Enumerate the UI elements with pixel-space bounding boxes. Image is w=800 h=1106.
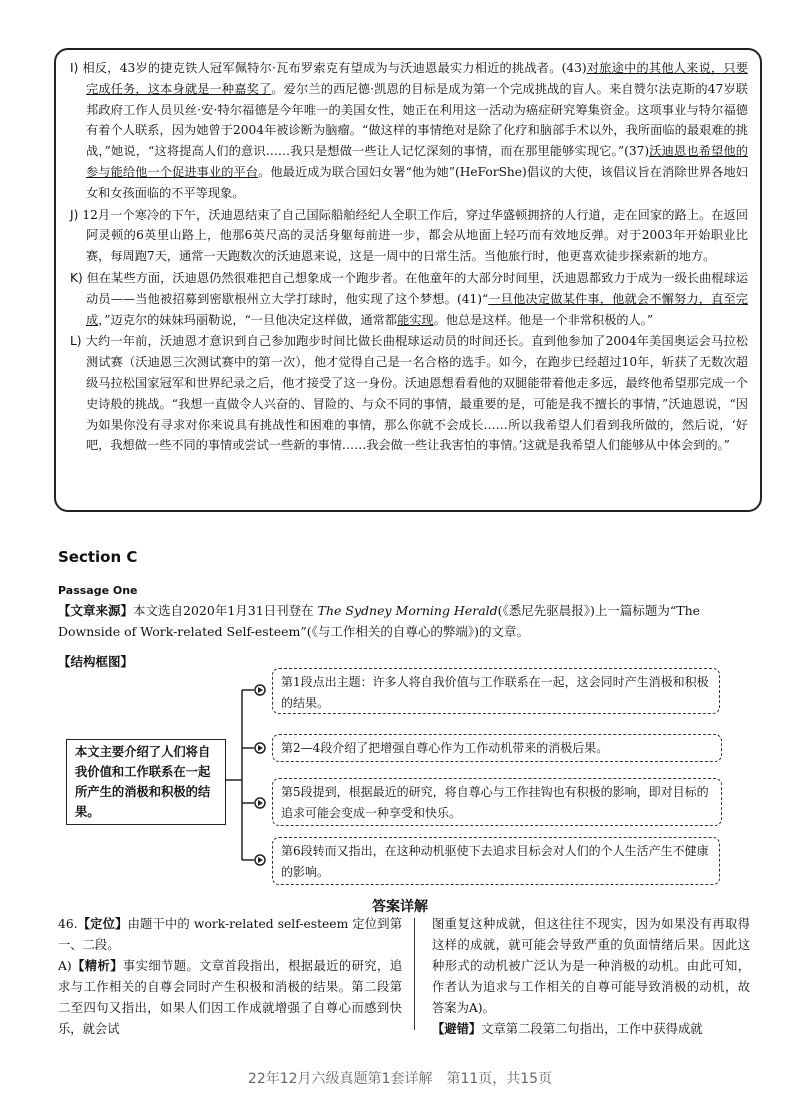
answer-block — [432, 1019, 750, 1040]
column-divider — [414, 918, 415, 1030]
structure-item: 第6段转而又指出，在这种动机驱使下去追求目标会对人们的个人生活产生不健康的影响。 — [272, 837, 720, 885]
answers-left-column — [58, 914, 402, 1040]
source-publication: The Sydney Morning Herald — [317, 603, 498, 618]
answer-text: 事实细节题。文章首段指出，根据最近的研究，追求与工作相关的自尊会同时产生积极和消极的结果。第二段第二至四句又指出，如果人们因工作成就增强了自尊心而感到快乐，就会试 — [58, 959, 402, 1036]
answer-block — [58, 956, 402, 1040]
answer-tag: 【精析】 — [71, 959, 123, 973]
option-label: I) — [70, 61, 79, 75]
text-run: 12月一个寒冷的下午，沃迪恩结束了自己国际船舶经纪人全职工作后，穿过华盛顿拥挤的人行道，走在回家的路上。在返回阿灵顿的6英里山路上，他那6英尺高的灵活身躯每前进一步，都会从地面上轻巧而有效地反弹。对于2003年开始职业比赛，每周跑7天，通常一天跑数次的沃迪恩来说，这是一周中的日常生活。当他旅行时，他更喜欢徒步探索新的地方。 — [82, 207, 749, 264]
answer-text: 由题干中的 work-related self-esteem 定位到第一、二段。 — [58, 917, 402, 952]
structure-item: 第5段提到，根据最近的研究，将自尊心与工作挂钩也有积极的影响，即对目标的追求可能会变成一种享受和快乐。 — [272, 778, 722, 826]
text-run: ，”迈克尔的妹妹玛丽勒说，“一旦他决定这样做，通常都 — [98, 312, 398, 327]
section-title: Section C — [58, 548, 138, 566]
text-run: 。他总是这样。他是一个非常积极的人。” — [433, 312, 654, 327]
structure-item: 第1段点出主题：许多人将自我价值与工作联系在一起，这会同时产生消极和积极的结果。 — [272, 668, 720, 714]
text-run: 。爱尔兰的西尼德·凯恩的目标是成为第一个完成挑战的盲人。来自赞尔法克斯的47岁联邦政府工作人员贝丝·安·特尔福德是今年唯一的美国女性，她正在利用这一活动为癌症研究筹集资金。这项事业与特尔福德有着个人联系，因为她曾于2004年被诊断为脑瘤。“做这样的事情绝对是除了化疗和脑部手术以外，我所面临的最艰难的挑战，”她说，“这将提高人们的意识……我只是想做一些让人记忆深刻的事情，而在那里能够实现它。”(37) — [86, 81, 748, 159]
answer-text: 文章第二段第二句指出，工作中获得成就 — [481, 1022, 703, 1036]
answer-tag: 【定位】 — [77, 917, 128, 931]
answer-block — [432, 914, 750, 1019]
source-pre: 本文选自2020年1月31日刊登在 — [133, 603, 314, 618]
option-label: K) — [70, 270, 83, 285]
source-post: (《悉尼先驱晨报》)上一篇标题为“The Downside of Work-related Self-esteem”(《与工作相关的自尊心的弊端》)的文章。 — [58, 603, 701, 639]
underlined-text: 对旅途中的其他人来说，只要完成任务，这本身就是一种嘉奖了 — [86, 61, 749, 96]
text-run: 。他最近成为联合国妇女署“他为她”(HeForShe)倡议的大使，该倡议旨在消除世界各地妇女和女孩面临的不平等现象。 — [86, 164, 748, 200]
underlined-text: 一旦他决定做某件事，他就会不懈努力，直至完成 — [86, 291, 748, 327]
option-label: J) — [70, 207, 79, 222]
answer-tag: 【避错】 — [432, 1022, 482, 1036]
page-footer: 22年12月六级真题第1套详解 第11页，共15页 — [247, 1071, 553, 1087]
underlined-text: 沃迪恩也希望他的参与能给他一个促进事业的平台 — [86, 144, 748, 179]
main-idea-box: 本文主要介绍了人们将自我价值和工作联系在一起所产生的消极和积极的结果。 — [66, 739, 226, 825]
source-label: 【文章来源】 — [58, 603, 134, 618]
answer-block — [58, 914, 402, 956]
text-run: 相反，43岁的捷克铁人冠军佩特尔·瓦布罗索克有望成为与沃迪恩最实力相近的挑战者。(43) — [82, 61, 587, 75]
structure-frame-label: 【结构框图】 — [58, 654, 134, 669]
option-label: L) — [70, 334, 82, 349]
text-run: 大约一年前，沃迪恩才意识到自己参加跑步时间比做长曲棍球运动员的时间还长。直到他参加了2004年美国奥运会马拉松测试赛（沃迪恩三次测试赛中的第一次），他才觉得自己是一名合格的选手。如今，在跑步已经超过10年，斩获了无数次超级马拉松国家冠军和世界纪录之后，他才接受了这一身份。沃迪恩想看看他的双腿能带着他走多远，最终他希望那完成一个史诗般的挑战。“我想一直做令人兴奋的、冒险的、与众不同的事情，最重要的是，可能是我不擅长的事情，”沃迪恩说，“因为如果你没有寻求对你来说具有挑战性和困难的事情，那么你就不会成长……所以我希望人们看到我所做的，然后说，‘好吧，我想做一些不同的事情或尝试一些新的事情……我会做一些让我害怕的事情。’这就是我希望人们能够从中体会到的。” — [85, 334, 749, 453]
structure-item: 第2—4段介绍了把增强自尊心作为工作动机带来的消极后果。 — [272, 734, 722, 762]
passage-label: Passage One — [58, 584, 138, 597]
answers-right-column — [432, 914, 750, 1040]
answer-number: A) — [58, 959, 72, 973]
answer-number: 46. — [58, 917, 78, 931]
text-run: 但在某些方面，沃迪恩仍然很难把自己想象成一个跑步者。在他童年的大部分时间里，沃迪恩都致力于成为一级长曲棍球运动员——当他被招募到密歇根州立大学打球时，他实现了这个梦想。(41)“ — [86, 270, 749, 306]
answer-text: 图重复这种成就，但这往往不现实，因为如果没有再取得这样的成就，就可能会导致严重的负面情绪后果。因此这种形式的动机被广泛认为是一种消极的动机。由此可知，作者认为追求与工作相关的自尊可能导致消极的动机，故答案为A)。 — [432, 917, 750, 1015]
answers-title: 答案详解 — [372, 899, 428, 915]
arrow-icon — [255, 685, 265, 865]
underlined-text: 能实现 — [397, 312, 434, 327]
